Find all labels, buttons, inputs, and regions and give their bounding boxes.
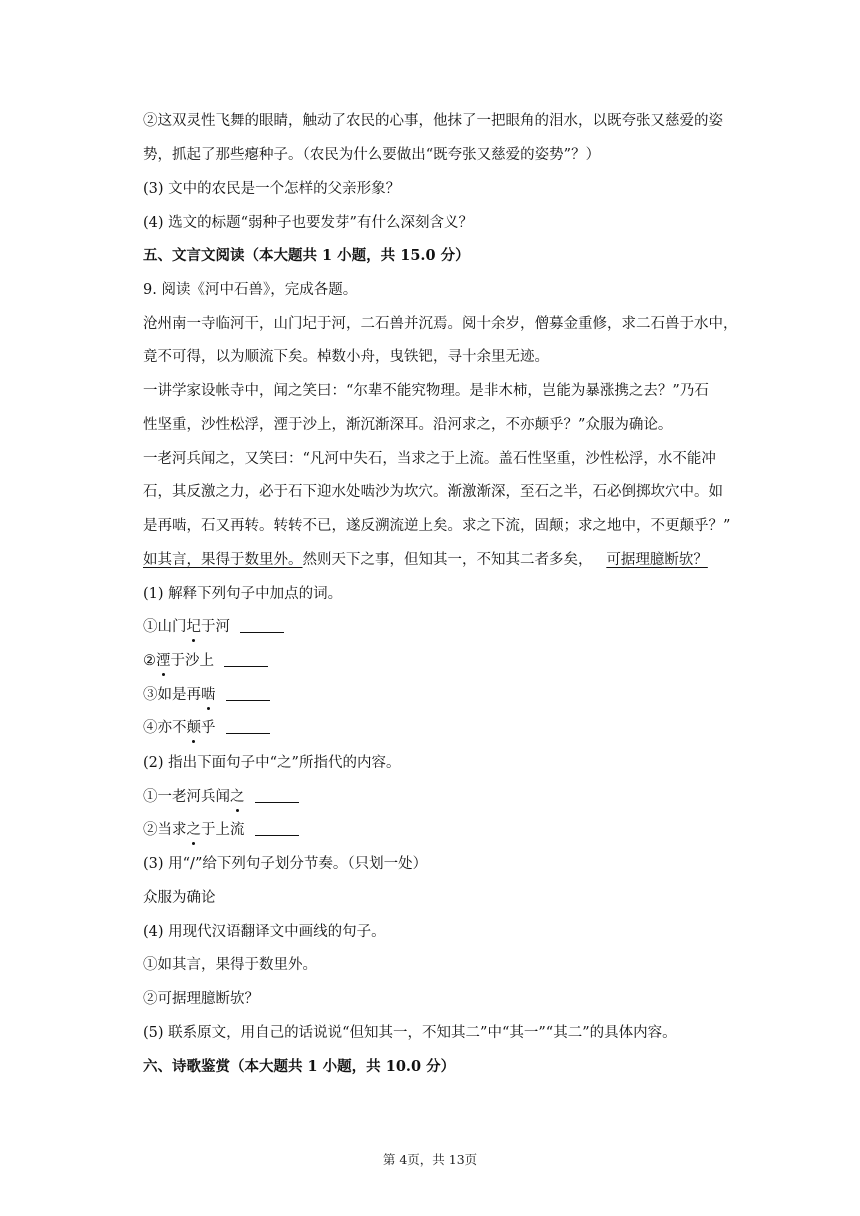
passage-p2-line2: 性坚重，沙性松浮，湮于沙上，渐沉渐深耳。沿河求之，不亦颠乎？”众服为确论。 [143,417,673,433]
q9-sub1-item4: ④亦不颠乎 [143,718,753,738]
q8-part2-line1: ②这双灵性飞舞的眼睛，触动了农民的心事，他抹了一把眼角的泪水，以既夸张又慈爱的姿 [143,113,723,129]
answer-blank[interactable] [224,652,268,667]
dotted-word: 啮 [201,687,216,703]
answer-blank[interactable] [226,686,270,701]
dotted-word: 之 [186,822,201,838]
q9-sub5: (5) 联系原文，用自己的话说说“但知其一，不知其二”中“其一”“其二”的具体内容。 [143,1025,677,1041]
passage-p3-line2: 石，其反激之力，必于石下迎水处啮沙为坎穴。渐激渐深，至石之半，石必倒掷坎穴中。如 [143,484,723,500]
q9-sub2: (2) 指出下面句子中“之”所指代的内容。 [143,755,401,771]
section-6-heading: 六、诗歌鉴赏（本大题共 1 小题，共 10.0 分） [143,1058,456,1075]
passage-p2-line1: 一讲学家设帐寺中，闻之笑曰：“尔辈不能究物理。是非木柿，岂能为暴涨携之去？”乃石 [143,383,709,399]
q9-sub4-item2: ②可据理臆断欤？ [143,991,259,1007]
answer-blank[interactable] [255,788,299,803]
passage-p4-line [143,550,753,570]
q9-prompt: 9. 阅读《河中石兽》，完成各题。 [143,282,358,298]
underlined-sentence-2: 可据理臆断欤？ [606,552,708,568]
dotted-word: 之 [230,789,245,805]
q9-sub2-item1: ①一老河兵闻之 [143,787,753,807]
answer-blank[interactable] [226,719,270,734]
q8-part2-line2: 势，抓起了那些瘪种子。（农民为什么要做出“既夸张又慈爱的姿势”？） [143,147,601,163]
dotted-word: 湮 [156,653,171,669]
q9-sub1-item3: ③如是再啮 [143,685,753,705]
underlined-sentence-1: 如其言，果得于数里外。 [143,552,303,568]
q9-sub4-item1: ①如其言，果得于数里外。 [143,957,317,973]
dotted-word: 圮 [186,619,201,635]
q9-sub3: (3) 用“/”给下列句子划分节奏。（只划一处） [143,856,428,872]
section-5-heading: 五、文言文阅读（本大题共 1 小题，共 15.0 分） [143,247,470,264]
passage-p4-middle: 然则天下之事，但知其一，不知其二者多矣， [302,552,593,568]
q9-sub1: (1) 解释下列句子中加点的词。 [143,586,343,602]
passage-p3-line3: 是再啮，石又再转。转转不已，遂反溯流逆上矣。求之下流，固颠；求之地中，不更颠乎？” [143,518,731,534]
q8-sub3: (3) 文中的农民是一个怎样的父亲形象？ [143,181,401,197]
q9-sub2-item2: ②当求之于上流 [143,820,753,840]
passage-p1-line1: 沧州南一寺临河干，山门圮于河，二石兽并沉焉。阅十余岁，僧募金重修，求二石兽于水中， [143,316,738,332]
answer-blank[interactable] [240,618,284,633]
q9-sub3-sentence: 众服为确论 [143,890,216,906]
q9-sub1-item1: ①山门圮于河 [143,617,753,637]
q9-sub1-item2: ②湮于沙上 [143,651,753,671]
answer-blank[interactable] [255,821,299,836]
dotted-word: 颠 [186,720,201,736]
page-footer: 第 4页，共 13页 [382,1152,478,1167]
passage-p3-line1: 一老河兵闻之，又笑曰：“凡河中失石，当求之于上流。盖石性坚重，沙性松浮，水不能冲 [143,451,716,467]
q9-sub4: (4) 用现代汉语翻译文中画线的句子。 [143,924,386,940]
passage-p1-line2: 竟不可得，以为顺流下矣。棹数小舟，曳铁钯，寻十余里无迹。 [143,349,549,365]
q8-sub4: (4) 选文的标题“弱种子也要发芽”有什么深刻含义？ [143,215,473,231]
